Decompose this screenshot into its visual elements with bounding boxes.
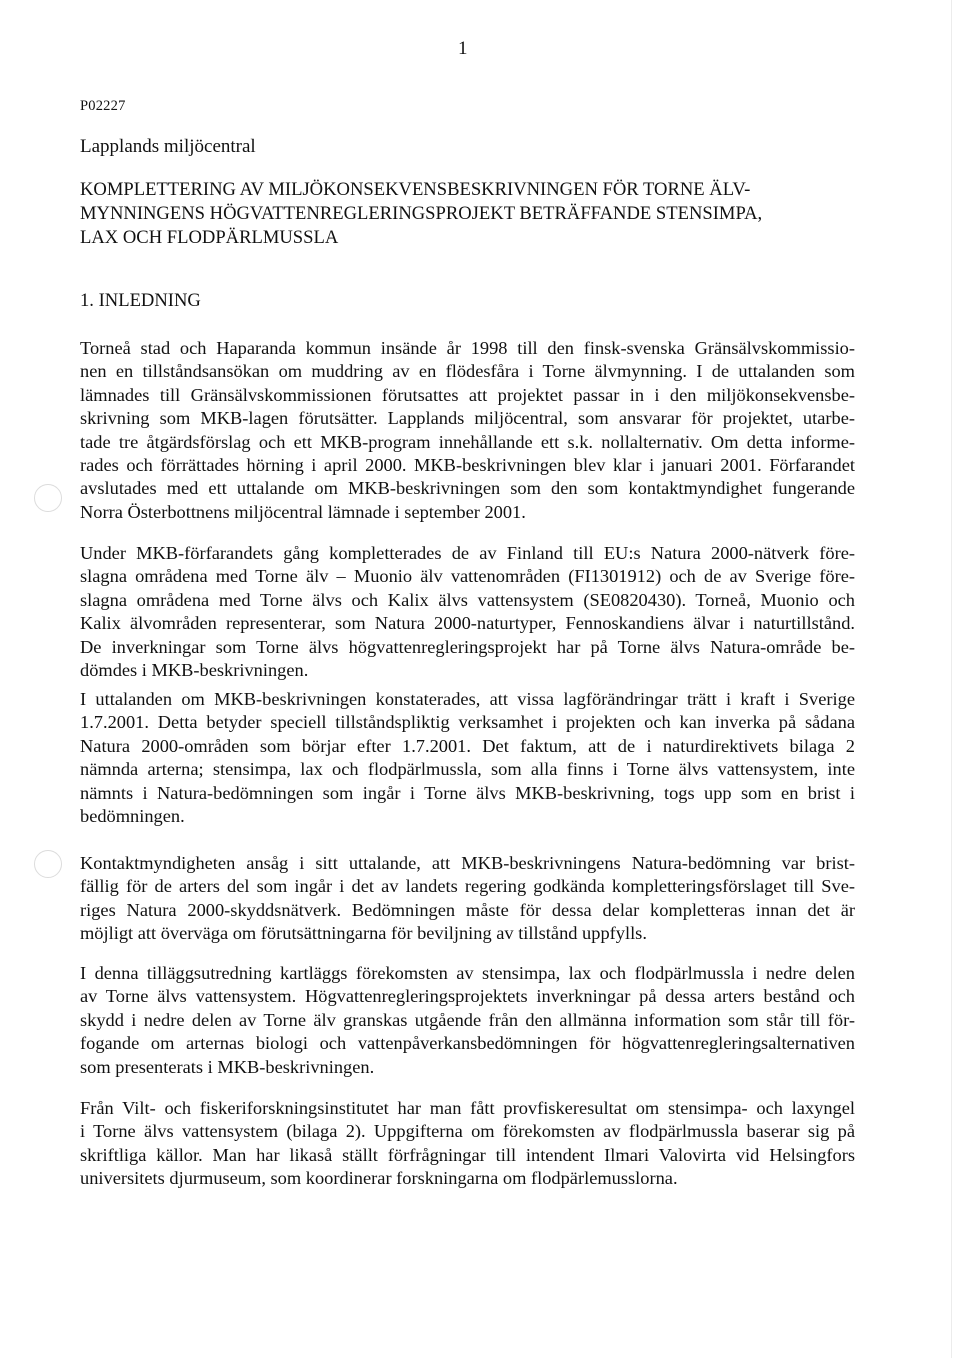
text-line: I uttalanden om MKB-beskrivningen konstaterades, att vissa lagförändringar trätt i kraft i Sverige <box>80 689 855 709</box>
text-line: tade tre åtgärdsförslag och ett MKB-program innehållande ett s.k. nollalternativ. Om detta informe- <box>80 431 855 452</box>
text-line: bedömningen. <box>80 806 185 827</box>
paragraph <box>80 962 855 1079</box>
title-line: KOMPLETTERING AV MILJÖKONSEKVENSBESKRIVNINGEN FÖR TORNE ÄLV- <box>80 179 751 200</box>
text-line: nämnts i Natura-bedömningen som ingår i Torne älvs MKB-beskrivning, togs upp som en brist i <box>80 782 855 803</box>
punch-hole-mark <box>34 850 62 878</box>
text-line: Kalix älvområden representerar, som Natura 2000-naturtyper, Fennoskandiens älvar i naturtillstånd. <box>80 613 855 634</box>
text-line: dömdes i MKB-beskrivningen. <box>80 660 309 681</box>
text-line: möjligt att överväga om förutsättningarna för beviljning av tillstånd uppfylls. <box>80 923 647 944</box>
text-line: slagna områdena med Torne älv – Muonio älv vattenområden (FI1301912) och de av Sverige före- <box>80 566 855 587</box>
text-line: skydd i nedre delen av Torne älv granskas utgående från den allmänna information som står till för- <box>80 1009 855 1030</box>
paragraph <box>80 542 855 682</box>
text-line: fällig för de arters del som ingår i det av landets regering godkända kompletteringsförslaget till Sve- <box>80 876 855 897</box>
text-line: Torneå stad och Haparanda kommun insände år 1998 till den finsk-svenska Gränsälvskommissio- <box>80 338 855 358</box>
text-line: i Torne älvs vattensystem (bilaga 2). Uppgifterna om förekomsten av flodpärlmussla baserar sig på <box>80 1121 855 1142</box>
text-line: slagna områdena med Torne älvs och Kalix älvs vattensystem (SE0820430). Torneå, Muonio och <box>80 589 855 610</box>
text-line: nen en tillståndsansökan om muddring av en flödesfåra i Torne älvmynning. I de uttalanden som <box>80 361 855 382</box>
text-line: 1.7.2001. Detta betyder speciell tillståndspliktig verksamhet i projekten och kan inverka på sådana <box>80 712 855 733</box>
text-line: avslutades med ett uttalande om MKB-beskrivningen som den som kontaktmyndighet fungerande <box>80 478 855 499</box>
title-line: LAX OCH FLODPÄRLMUSSLA <box>80 227 339 248</box>
text-line: Natura 2000-områden som börjar efter 1.7.2001. Det faktum, att de i naturdirektivets bilaga 2 <box>80 735 855 756</box>
paragraph <box>80 688 855 828</box>
text-line: som presenterats i MKB-beskrivningen. <box>80 1056 375 1077</box>
text-line: I denna tilläggsutredning kartläggs förekomsten av stensimpa, lax och flodpärlmussla i nedre delen <box>80 963 855 983</box>
text-line: av Torne älvs vattensystem. Högvattenregleringsprojektets inverkningar på dessa arters bestånd och <box>80 986 855 1007</box>
text-line: Under MKB-förfarandets gång kompletterades de av Finland till EU:s Natura 2000-nätverk före- <box>80 543 855 563</box>
document-title <box>80 178 870 250</box>
paragraph <box>80 1097 855 1191</box>
text-line: skrivning som MKB-lagen förutsätter. Lapplands miljöcentral, som ansvarar för projektet, utarbe- <box>80 408 855 429</box>
title-line: MYNNINGENS HÖGVATTENREGLERINGSPROJEKT BETRÄFFANDE STENSIMPA, <box>80 203 763 224</box>
punch-hole-mark <box>34 484 62 512</box>
text-line: riges Natura 2000-skyddsnätverk. Bedömningen måste för dessa delar kompletteras innan det är <box>80 899 855 920</box>
section-heading: 1. INLEDNING <box>80 290 201 311</box>
document-id: P02227 <box>80 98 126 114</box>
text-line: lämnades till Gränsälvskommissionen förutsattes att projektet passar in i den miljökonsekvensbe- <box>80 384 855 405</box>
text-line: skriftliga källor. Man har likaså ställt förfrågningar till intendent Ilmari Valovirta vid Helsingfors <box>80 1144 855 1165</box>
text-line: universitets djurmuseum, som koordinerar forskningarna om flodpärlemusslorna. <box>80 1168 678 1189</box>
page-edge-line <box>951 0 952 1358</box>
text-line: nämnda arterna; stensimpa, lax och flodpärlmussla, som alla finns i Torne älvs vattensystem, inte <box>80 759 855 780</box>
organization-name: Lapplands miljöcentral <box>80 136 256 157</box>
text-line: De inverkningar som Torne älvs högvattenregleringsprojekt har på Torne älvs Natura-område be- <box>80 636 855 657</box>
paragraph <box>80 852 855 946</box>
text-line: Kontaktmyndigheten ansåg i sitt uttalande, att MKB-beskrivningens Natura-bedömning var brist- <box>80 853 855 873</box>
text-line: Norra Österbottnens miljöcentral lämnade i september 2001. <box>80 501 526 522</box>
text-line: rades och förrättades hörning i april 2000. MKB-beskrivningen blev klar i januari 2001. Förfarandet <box>80 455 855 476</box>
text-line: Från Vilt- och fiskeriforskningsinstitutet har man fått provfiskeresultat om stensimpa- och laxyngel <box>80 1098 855 1118</box>
paragraph <box>80 337 855 524</box>
page-number: 1 <box>458 38 468 59</box>
text-line: fogande om arternas biologi och vattenpåverkansbedömningen för högvattenregleringsalternativen <box>80 1033 855 1054</box>
